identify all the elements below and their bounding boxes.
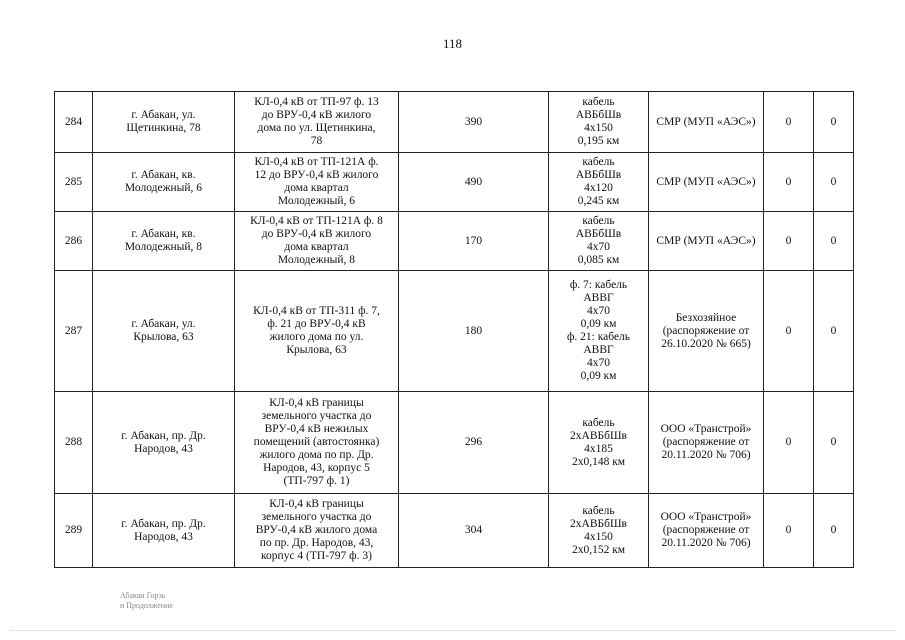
cell-number: 285 [55,153,93,212]
cell-address: г. Абакан, ул. Щетинкина, 78 [93,92,235,153]
cell-number: 287 [55,271,93,392]
table-row [55,212,854,271]
cell-value: 0 [814,494,854,568]
cell-cable: кабель АВБбШв 4х120 0,245 км [549,153,649,212]
cell-value: 0 [764,92,814,153]
cell-number: 289 [55,494,93,568]
cell-object: КЛ-0,4 кВ от ТП-311 ф. 7, ф. 21 до ВРУ-0,4 кВ жилого дома по ул. Крылова, 63 [235,271,399,392]
cell-length: 180 [399,271,549,392]
cell-object: КЛ-0,4 кВ от ТП-121А ф. 12 до ВРУ-0,4 кВ жилого дома квартал Молодежный, 6 [235,153,399,212]
table-row [55,392,854,494]
table-row [55,153,854,212]
cell-length: 304 [399,494,549,568]
cell-cable: кабель 2хАВБбШв 4х185 2х0,148 км [549,392,649,494]
cell-value: 0 [764,271,814,392]
cell-object: КЛ-0,4 кВ границы земельного участка до ВРУ-0,4 кВ нежилых помещений (автостоянка) жилого дома по пр. Др. Народов, 43, корпус 5 (ТП-797 ф. 1) [235,392,399,494]
cell-length: 296 [399,392,549,494]
cell-object: КЛ-0,4 кВ от ТП-97 ф. 13 до ВРУ-0,4 кВ жилого дома по ул. Щетинкина, 78 [235,92,399,153]
cell-number: 288 [55,392,93,494]
cell-length: 490 [399,153,549,212]
cell-value: 0 [814,92,854,153]
cell-address: г. Абакан, пр. Др. Народов, 43 [93,392,235,494]
table-row [55,92,854,153]
cell-owner: ООО «Транстрой» (распоряжение от 20.11.2020 № 706) [649,494,764,568]
cell-value: 0 [814,153,854,212]
cell-owner: СМР (МУП «АЭС») [649,92,764,153]
cell-value: 0 [764,153,814,212]
data-table [54,91,854,568]
cell-value: 0 [764,494,814,568]
cell-owner: Безхозяйное (распоряжение от 26.10.2020 № 665) [649,271,764,392]
cell-owner: ООО «Транстрой» (распоряжение от 20.11.2020 № 706) [649,392,764,494]
signature-stamp: Абакан Горзь и Продолжение [120,591,173,610]
cell-owner: СМР (МУП «АЭС») [649,153,764,212]
cell-value: 0 [814,392,854,494]
cell-address: г. Абакан, кв. Молодежный, 6 [93,153,235,212]
cell-value: 0 [764,212,814,271]
cell-object: КЛ-0,4 кВ границы земельного участка до ВРУ-0,4 кВ жилого дома по пр. Др. Народов, 43, корпус 4 (ТП-797 ф. 3) [235,494,399,568]
table-row [55,494,854,568]
table-row [55,271,854,392]
cell-number: 286 [55,212,93,271]
cell-cable: кабель 2хАВБбШв 4х150 2х0,152 км [549,494,649,568]
cell-value: 0 [814,212,854,271]
cell-address: г. Абакан, пр. Др. Народов, 43 [93,494,235,568]
cell-cable: кабель АВБбШв 4х150 0,195 км [549,92,649,153]
scan-edge-divider [10,630,895,633]
cell-cable: кабель АВБбШв 4х70 0,085 км [549,212,649,271]
cell-number: 284 [55,92,93,153]
cell-cable: ф. 7: кабель АВВГ 4х70 0,09 км ф. 21: кабель АВВГ 4х70 0,09 км [549,271,649,392]
cell-length: 170 [399,212,549,271]
cell-object: КЛ-0,4 кВ от ТП-121А ф. 8 до ВРУ-0,4 кВ жилого дома квартал Молодежный, 8 [235,212,399,271]
cell-address: г. Абакан, ул. Крылова, 63 [93,271,235,392]
cell-value: 0 [814,271,854,392]
cell-owner: СМР (МУП «АЭС») [649,212,764,271]
cell-address: г. Абакан, кв. Молодежный, 8 [93,212,235,271]
cell-value: 0 [764,392,814,494]
cell-length: 390 [399,92,549,153]
page-number: 118 [442,36,463,51]
